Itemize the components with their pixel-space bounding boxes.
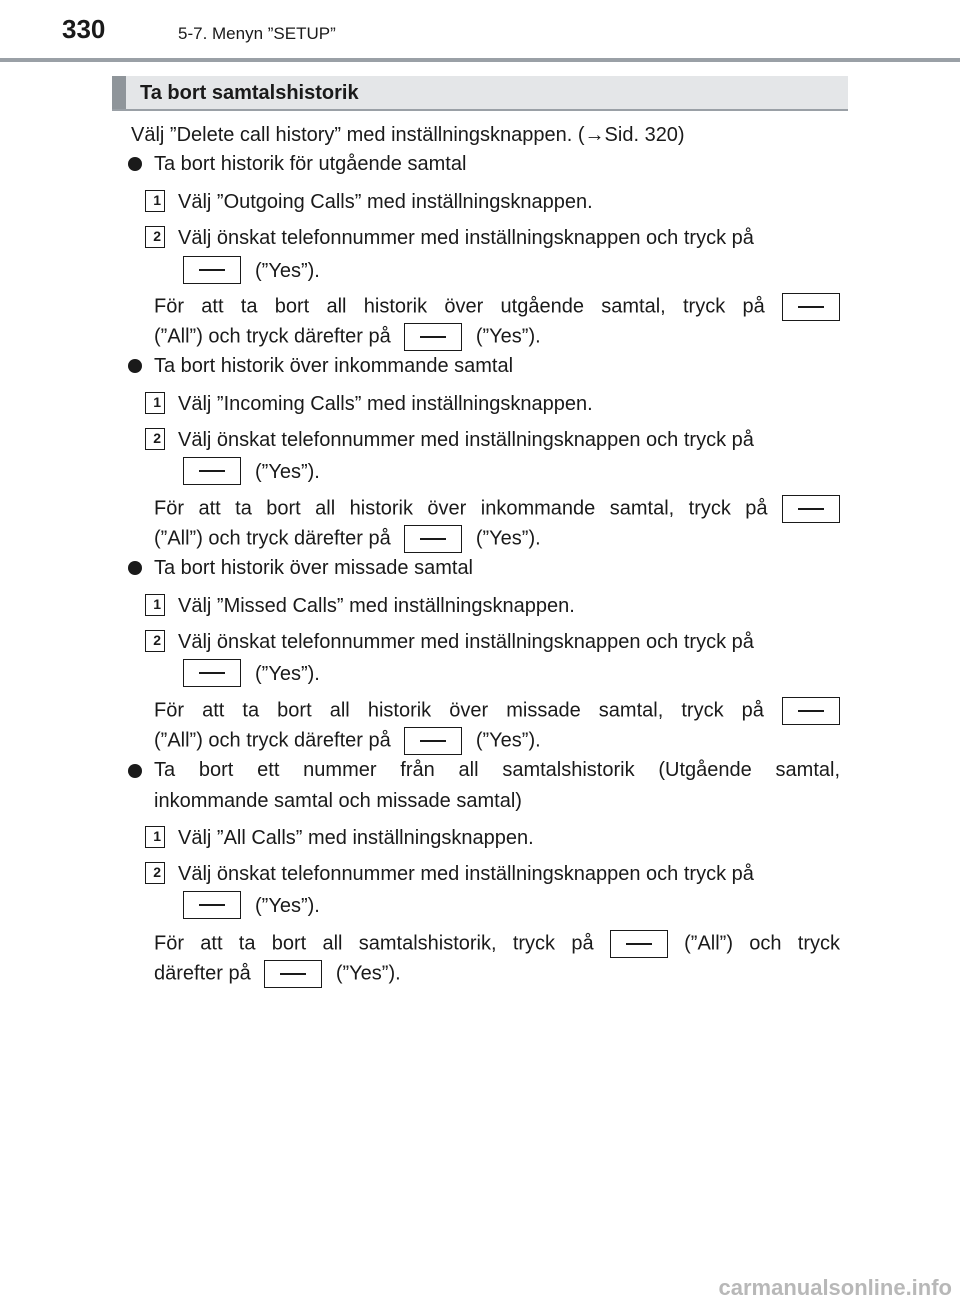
step-tail-text: (”Yes”). — [255, 260, 320, 282]
yes-button[interactable] — [264, 960, 322, 988]
note-line — [154, 960, 401, 988]
step-number-2: 2 — [145, 226, 165, 248]
note-line — [154, 697, 840, 725]
note-line — [154, 323, 541, 351]
header-rule — [0, 58, 960, 62]
bullet-dot — [128, 359, 142, 373]
step-text: Välj önskat telefonnummer med inställningsknappen och tryck på — [178, 227, 754, 249]
step-text: Välj önskat telefonnummer med inställningsknappen och tryck på — [178, 863, 754, 885]
note-text: (”All”) och tryck därefter på — [154, 729, 391, 752]
all-button[interactable] — [782, 293, 840, 321]
yes-button[interactable] — [404, 323, 462, 351]
note-line — [154, 727, 541, 755]
step-text: Välj ”All Calls” med inställningsknappen. — [178, 827, 534, 849]
watermark: carmanualsonline.info — [718, 1275, 952, 1300]
yes-button[interactable] — [183, 457, 241, 485]
step-tail-text: (”Yes”). — [255, 663, 320, 685]
intro-text: Välj ”Delete call history” med inställningsknappen. (→Sid. 320) — [131, 124, 685, 146]
step-number-1: 1 — [145, 826, 165, 848]
step-number-1: 1 — [145, 594, 165, 616]
note-line — [154, 525, 541, 553]
section-title: Ta bort samtalshistorik — [140, 82, 359, 104]
note-text: För att ta bort all samtalshistorik, tryck på — [154, 932, 594, 955]
note-text: För att ta bort all historik över missade samtal, tryck på — [154, 699, 764, 722]
bullet-dot — [128, 561, 142, 575]
note-tail-text: (”Yes”). — [475, 527, 541, 550]
yes-button[interactable] — [404, 525, 462, 553]
note-line — [154, 930, 840, 958]
bullet-dot — [128, 764, 142, 778]
step-text: Välj önskat telefonnummer med inställningsknappen och tryck på — [178, 429, 754, 451]
section-heading — [112, 76, 848, 109]
note-line — [154, 495, 840, 523]
step-text: Välj ”Outgoing Calls” med inställningsknappen. — [178, 191, 593, 213]
all-button[interactable] — [610, 930, 668, 958]
yes-button[interactable] — [183, 256, 241, 284]
note-text: (”All”) och tryck därefter på — [154, 527, 391, 550]
bullet-text: Ta bort historik för utgående samtal — [154, 153, 467, 175]
bullet-text: Ta bort historik över inkommande samtal — [154, 355, 514, 377]
note-text: För att ta bort all historik över inkommande samtal, tryck på — [154, 497, 768, 520]
note-line — [154, 293, 840, 321]
yes-button[interactable] — [183, 659, 241, 687]
yes-button[interactable] — [183, 891, 241, 919]
bullet-text: Ta bort ett nummer från all samtalshistorik (Utgående samtal, — [154, 759, 840, 781]
bullet-text: Ta bort historik över missade samtal — [154, 557, 474, 579]
page-number: 330 — [62, 14, 106, 44]
bullet-text-continued: inkommande samtal och missade samtal) — [154, 790, 522, 812]
chapter-title: 5-7. Menyn ”SETUP” — [178, 24, 336, 43]
yes-button[interactable] — [404, 727, 462, 755]
step-number-2: 2 — [145, 862, 165, 884]
step-number-2: 2 — [145, 428, 165, 450]
note-tail-text: (”Yes”). — [335, 962, 401, 985]
step-tail-text: (”Yes”). — [255, 461, 320, 483]
step-number-2: 2 — [145, 630, 165, 652]
note-tail-text: (”Yes”). — [475, 325, 541, 348]
step-number-1: 1 — [145, 190, 165, 212]
note-text: (”All”) och tryck — [684, 932, 840, 955]
note-text: För att ta bort all historik över utgående samtal, tryck på — [154, 295, 765, 318]
all-button[interactable] — [782, 495, 840, 523]
section-rule — [112, 109, 848, 111]
all-button[interactable] — [782, 697, 840, 725]
step-text: Välj önskat telefonnummer med inställningsknappen och tryck på — [178, 631, 754, 653]
step-tail-text: (”Yes”). — [255, 895, 320, 917]
note-text: därefter på — [154, 962, 251, 985]
bullet-dot — [128, 157, 142, 171]
note-text: (”All”) och tryck därefter på — [154, 325, 391, 348]
step-text: Välj ”Missed Calls” med inställningsknappen. — [178, 595, 575, 617]
step-number-1: 1 — [145, 392, 165, 414]
note-tail-text: (”Yes”). — [475, 729, 541, 752]
step-text: Välj ”Incoming Calls” med inställningsknappen. — [178, 393, 593, 415]
